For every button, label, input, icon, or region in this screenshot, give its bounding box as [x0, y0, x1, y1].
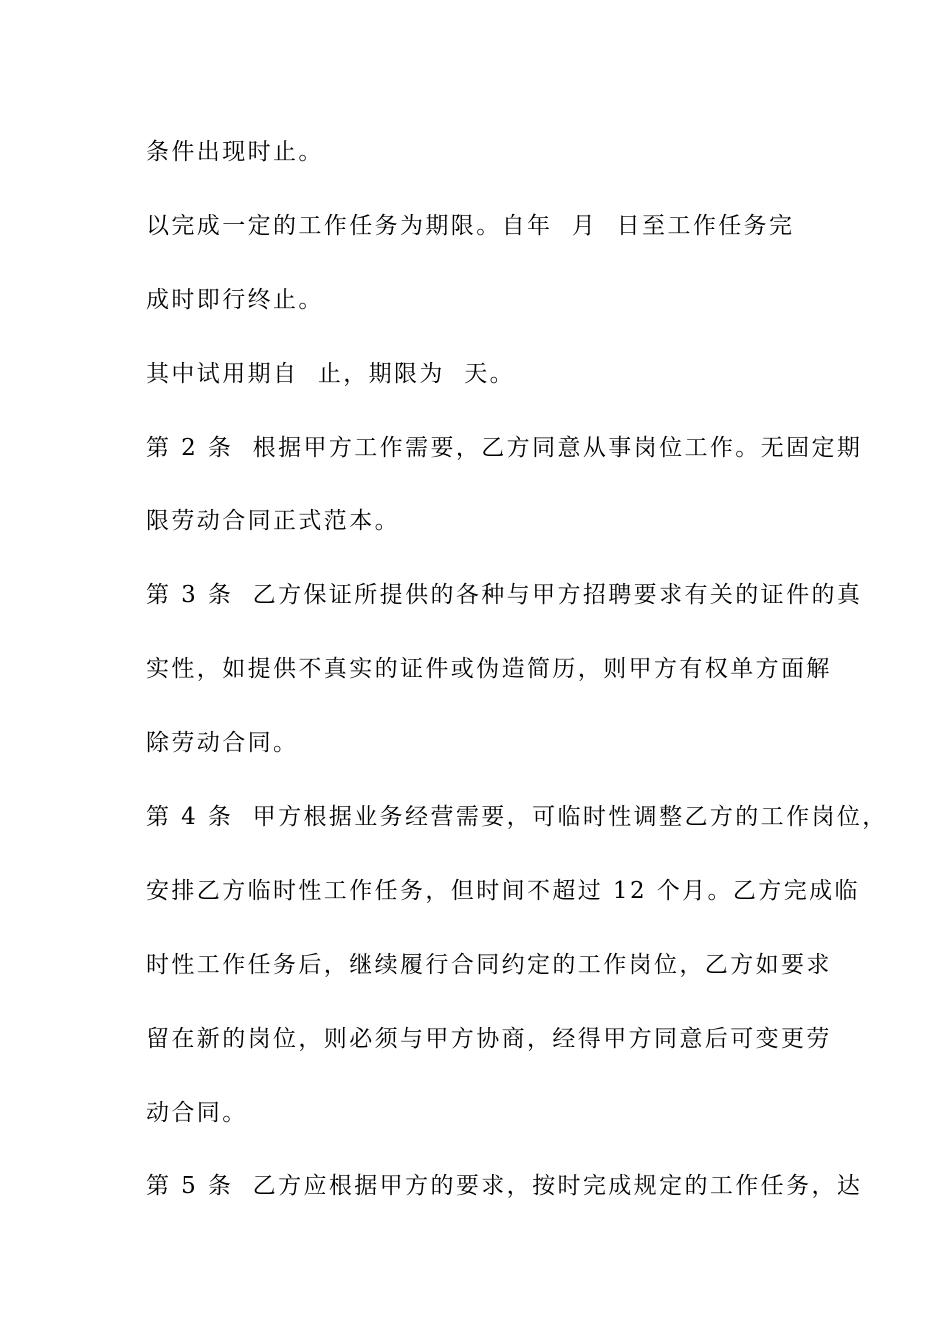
text-line: 限劳动合同正式范本。 — [146, 508, 400, 535]
text-line: 第 5 条 乙方应根据甲方的要求，按时完成规定的工作任务，达 — [146, 1173, 863, 1200]
document-body — [146, 132, 888, 1240]
text-line: 安排乙方临时性工作任务，但时间不超过 12 个月。乙方完成临 — [146, 877, 860, 904]
text-line: 第 2 条 根据甲方工作需要，乙方同意从事岗位工作。无固定期 — [146, 434, 863, 461]
text-line: 成时即行终止。 — [146, 286, 324, 313]
text-line: 第 4 条 甲方根据业务经营需要，可临时性调整乙方的工作岗位， — [146, 804, 888, 831]
text-line: 动合同。 — [146, 1099, 248, 1126]
text-line: 留在新的岗位，则必须与甲方协商，经得甲方同意后可变更劳 — [146, 1025, 832, 1052]
text-line: 其中试用期自 止，期限为 天。 — [146, 360, 516, 387]
text-line: 第 3 条 乙方保证所提供的各种与甲方招聘要求有关的证件的真 — [146, 582, 863, 609]
text-line: 条件出现时止。 — [146, 139, 324, 165]
text-line: 以完成一定的工作任务为期限。自年 月 日至工作任务完 — [146, 212, 795, 239]
text-line: 除劳动合同。 — [146, 730, 299, 757]
text-line: 时性工作任务后，继续履行合同约定的工作岗位，乙方如要求 — [146, 951, 832, 978]
text-line: 实性，如提供不真实的证件或伪造简历，则甲方有权单方面解 — [146, 656, 832, 683]
